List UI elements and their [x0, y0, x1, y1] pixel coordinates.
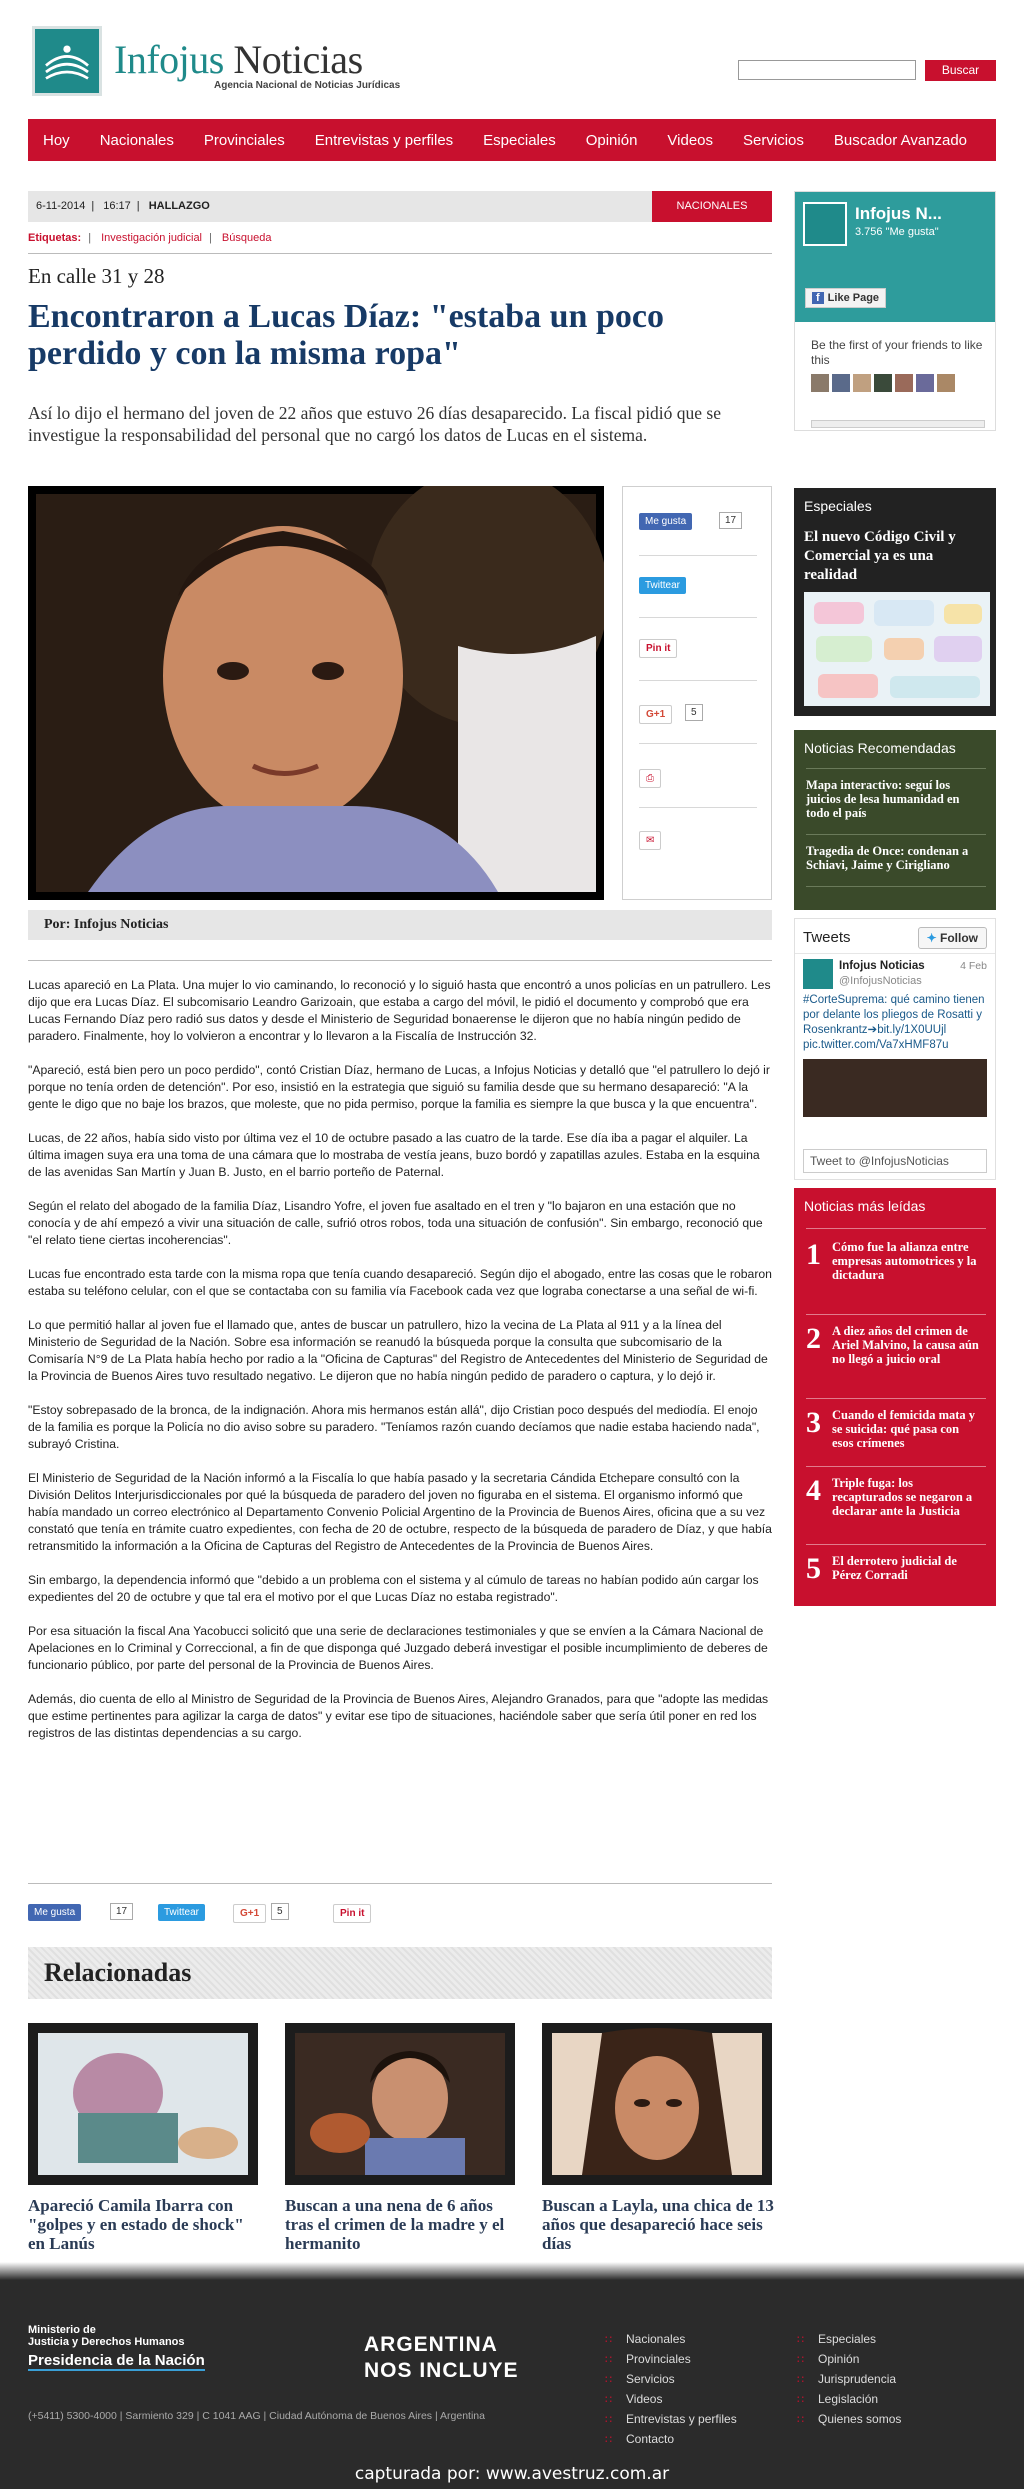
facebook-page-widget	[794, 191, 996, 431]
nav-item-buscador[interactable]: Buscador Avanzado	[833, 131, 968, 149]
fb-like-count: 17	[719, 512, 742, 529]
avatar[interactable]	[874, 374, 892, 392]
mas-leida-link[interactable]: Triple fuga: los recapturados se negaron a declarar ante la Justicia	[832, 1476, 973, 1518]
article-date: 6-11-2014	[36, 200, 86, 212]
fb-friends-avatars	[811, 374, 955, 392]
article-body	[28, 977, 774, 1759]
fb-like-page-label: Like Page	[827, 292, 880, 304]
nav-item-entrevistas[interactable]: Entrevistas y perfiles	[314, 131, 454, 149]
footer-link-label: Servicios	[626, 2372, 675, 2386]
avatar[interactable]	[811, 374, 829, 392]
recomendadas-title: Noticias Recomendadas	[804, 740, 956, 756]
follow-label: Follow	[940, 931, 978, 945]
tag-link[interactable]: Investigación judicial	[101, 232, 202, 244]
bullet-icon: ∷	[605, 2414, 612, 2426]
article-meta-bar: 6-11-2014 | 16:17 | HALLAZGO	[28, 191, 772, 222]
divider	[806, 1314, 986, 1315]
rank-number: 5	[806, 1552, 821, 1585]
book-logo-icon	[35, 29, 99, 93]
article-kicker: En calle 31 y 28	[28, 264, 165, 288]
footer-link-label: Nacionales	[626, 2332, 686, 2346]
tweet-button[interactable]: Twittear	[158, 1904, 205, 1921]
article-paragraph: Por esa situación la fiscal Ana Yacobucci solicitó que una serie de declaraciones testimoniales y que se envíen a la Cámara Nacional de Apelaciones en lo Criminal y Correccional, a fin de que disponga qué Juzgado deberá investigar el posible incumplimiento de deberes de funcionario público, por parte del personal de la Provincia de Buenos Aires.	[28, 1624, 768, 1672]
pinit-button[interactable]: Pin it	[333, 1904, 371, 1923]
divider	[795, 953, 995, 954]
bullet-icon: ∷	[605, 2394, 612, 2406]
footer-link[interactable]	[797, 2372, 896, 2386]
rank-number: 3	[806, 1406, 821, 1439]
bullet-icon: ∷	[605, 2354, 612, 2366]
recomendada-link[interactable]: Tragedia de Once: condenan a Schiavi, Jaime y Cirigliano	[806, 844, 969, 872]
tweet-handle[interactable]: @InfojusNoticias	[839, 975, 922, 987]
brand-subtitle: Agencia Nacional de Noticias Jurídicas	[214, 80, 401, 91]
footer-link[interactable]	[605, 2432, 674, 2446]
rank-number: 2	[806, 1322, 821, 1355]
avatar[interactable]	[853, 374, 871, 392]
follow-button[interactable]	[918, 927, 987, 949]
divider	[28, 1883, 772, 1884]
avatar[interactable]	[937, 374, 955, 392]
divider	[639, 680, 757, 681]
footer-link[interactable]	[797, 2352, 859, 2366]
tweet-date[interactable]: 4 Feb	[960, 960, 987, 972]
article-paragraph: "Estoy sobrepasado de la bronca, de la indignación. Ahora mis hermanos están allá", dijo Cristian poco después del mediodía. El enojo de la familia es porque la Policía no dio aviso sobre su paradero. "Teníamos razón cuando decíamos que nadie estaba haciendo nada", subrayó Cristina.	[28, 1403, 760, 1451]
avatar[interactable]	[832, 374, 850, 392]
main-nav	[28, 119, 996, 161]
fb-page-likes: 3.756 "Me gusta"	[855, 226, 939, 238]
tweet	[803, 959, 987, 1117]
tweet-text[interactable]: #CorteSuprema: qué camino tienen por delante los pliegos de Rosatti y Rosenkrantz➔bit.ly/1X0UUjl pic.twitter.com/Va7xHMF87u	[803, 994, 985, 1051]
divider	[28, 253, 772, 254]
footer-address: (+5411) 5300-4000 | Sarmiento 329 | C 1041 AAG | Ciudad Autónoma de Buenos Aires | Argentina	[28, 2410, 485, 2422]
divider	[639, 555, 757, 556]
nav-item-provinciales[interactable]: Provinciales	[203, 131, 285, 149]
gplus-button[interactable]: G+1	[639, 705, 672, 724]
tweet-image[interactable]	[803, 1059, 987, 1117]
nav-item-opinion[interactable]: Opinión	[585, 131, 638, 149]
nav-item-especiales[interactable]: Especiales	[483, 131, 556, 149]
book-logo-icon	[803, 202, 847, 246]
article-paragraph: Lucas apareció en La Plata. Una mujer lo vio caminando, lo reconoció y lo siguió hasta que encontró a unos policías en un patrullero. Les dijo que era Lucas Díaz. El subcomisario Leandro Garizoain, que estaba a cargo del móvil, le pidió el documento y comprobó que era Lucas Fernando Díaz pero radió sus datos y desde el Ministerio de Seguridad bonaerense le dijeron que no había ningún pedido de paradero. Finalmente, hoy lo volvieron a encontrar y lo llevaron a la Fiscalía de Instrucción 32.	[28, 978, 771, 1043]
article-time: 16:17	[103, 200, 131, 212]
tweet-header	[803, 959, 987, 989]
gplus-count: 5	[685, 704, 703, 721]
ministerio-logo[interactable]: Ministerio de Justicia y Derechos Humanos	[28, 2324, 185, 2348]
footer-link[interactable]	[605, 2412, 737, 2426]
article-byline: Por: Infojus Noticias	[28, 910, 772, 940]
especiales-title: Especiales	[804, 498, 872, 514]
footer-link[interactable]	[797, 2412, 901, 2426]
bullet-icon: ∷	[797, 2354, 804, 2366]
footer-link-label: Videos	[626, 2392, 663, 2406]
tweet-author[interactable]: Infojus Noticias	[839, 960, 925, 972]
brand-second: Noticias	[223, 37, 363, 82]
capture-watermark: capturada por: www.avestruz.com.ar	[354, 2464, 670, 2484]
presidencia-logo[interactable]: Presidencia de la Nación	[28, 2352, 205, 2369]
related-image[interactable]	[28, 2023, 258, 2185]
related-heading: Relacionadas	[28, 1947, 772, 1999]
footer-shade	[0, 2262, 1024, 2280]
footer-link-label: Provinciales	[626, 2352, 691, 2366]
bullet-icon: ∷	[605, 2374, 612, 2386]
footer-link-label: Especiales	[818, 2332, 877, 2346]
brand-name[interactable]	[114, 36, 363, 83]
footer-link[interactable]	[605, 2392, 662, 2406]
nav-item-videos[interactable]: Videos	[667, 131, 714, 149]
fb-like-page-button[interactable]	[805, 288, 886, 308]
section-badge[interactable]: NACIONALES	[652, 191, 772, 222]
divider	[806, 834, 986, 835]
tweet-button[interactable]: Twittear	[639, 577, 686, 594]
especiales-link[interactable]: El nuevo Código Civil y Comercial ya es una realidad	[804, 529, 956, 583]
pinit-button[interactable]: Pin it	[639, 639, 677, 658]
footer-link-label: Legislación	[818, 2392, 879, 2406]
footer-link-label: Jurisprudencia	[818, 2372, 897, 2386]
gplus-button[interactable]: G+1	[233, 1904, 266, 1923]
divider	[806, 768, 986, 769]
mas-leida-link[interactable]: El derrotero judicial de Pérez Corradi	[832, 1554, 957, 1582]
especiales-box	[794, 488, 996, 716]
footer-link-label: Entrevistas y perfiles	[626, 2412, 737, 2426]
article-paragraph: "Apareció, está bien pero un poco perdido", contó Cristian Díaz, hermano de Lucas, a Infojus Noticias y detalló que "el patrullero lo dejó ir porque no tenía orden de detención". Por eso, insistió en la estrategia que siguió su familia desde que su hermano desapareció: "A la gente le digo que no baje los brazos, que moleste, que no pida permiso, porque la familia es siempre la que busca y la que encuentra".	[28, 1063, 770, 1111]
share-column	[622, 486, 772, 900]
bullet-icon: ∷	[605, 2334, 612, 2346]
mas-leida-link[interactable]: Cómo fue la alianza entre empresas automotrices y la dictadura	[832, 1240, 977, 1282]
bottom-share-bar	[28, 1902, 772, 1928]
article-paragraph: El Ministerio de Seguridad de la Nación informó a la Fiscalía lo que había pasado y la secretaria Cándida Etchepare consultó con la División Delitos Interjurisdiccionales por qué la búsqueda de paradero del joven no figuraba en el sistema. El organismo informó que había mandado un correo electrónico al Departamento Convenio Policial Argentino de la Provincia de Buenos Aires, oficina que a su vez constató que tenía en trámite cuatro expedientes, con fecha de 20 de octubre, respecto de la búsqueda de paradero de Díaz, y que había retransmitido la información a la Oficina de Capturas del Registro de Antecedentes de la Provincia de Buenos Aires.	[28, 1471, 772, 1553]
footer-link[interactable]	[797, 2332, 876, 2346]
divider	[28, 960, 772, 961]
search-button[interactable]: Buscar	[925, 60, 996, 81]
fb-like-count: 17	[110, 1903, 133, 1920]
article-paragraph: Lucas, de 22 años, había sido visto por última vez el 10 de octubre pasado a las cuatro de la tarde. Ese día iba a pagar el alquiler. La última imagen suya era una toma de una cámara que lo mostraba de vestía jeans, buzo bordó y zapatillas azules. Estaba en la esquina de las avenidas San Martín y Juan B. Justo, en el barrio porteño de Paternal.	[28, 1131, 760, 1179]
tweets-title: Tweets	[803, 929, 851, 946]
nav-item-servicios[interactable]: Servicios	[743, 131, 804, 149]
bullet-icon: ∷	[797, 2414, 804, 2426]
twitter-bird-icon: ✦	[926, 931, 937, 945]
divider	[639, 617, 757, 618]
search-input[interactable]	[738, 60, 916, 80]
divider	[806, 886, 986, 887]
bullet-icon: ∷	[797, 2394, 804, 2406]
tweet-to-input[interactable]: Tweet to @InfojusNoticias	[803, 1149, 987, 1173]
footer	[0, 2280, 1024, 2489]
rank-number: 1	[806, 1238, 821, 1271]
article-headline: Encontraron a Lucas Díaz: "estaba un poco perdido y con la misma ropa"	[28, 298, 664, 372]
article-category: HALLAZGO	[148, 200, 210, 212]
article-paragraph: Sin embargo, la dependencia informó que "debido a un problema con el sistema y al cúmulo de tareas no habían podido aún cargar los expedientes del 20 de octubre y que tal era el motivo por el que Lucas Díaz no estaba registrado".	[28, 1573, 759, 1604]
article-lead: Así lo dijo el hermano del joven de 22 años que estuvo 26 días desaparecido. La fiscal pidió que se investigue la responsabilidad del personal que no cargó los datos de Lucas en el sistema.	[28, 403, 722, 445]
nav-item-nacionales[interactable]: Nacionales	[99, 131, 174, 149]
print-icon[interactable]: ⎙	[639, 769, 661, 788]
footer-link-label: Quienes somos	[818, 2412, 902, 2426]
tags-label: Etiquetas:	[28, 232, 82, 244]
fb-friends-text: Be the first of your friends to like this	[811, 338, 983, 367]
related-title[interactable]: Buscan a Layla, una chica de 13 años que desapareció hace seis días	[542, 2196, 774, 2253]
gplus-count: 5	[271, 1903, 289, 1920]
divider	[806, 1466, 986, 1467]
fb-scrollbar[interactable]	[811, 420, 985, 428]
nav-item-hoy[interactable]: Hoy	[43, 131, 70, 149]
rank-number: 4	[806, 1474, 821, 1507]
footer-link-label: Opinión	[818, 2352, 860, 2366]
bullet-icon: ∷	[605, 2434, 612, 2446]
recomendadas-box	[794, 730, 996, 910]
especiales-image[interactable]	[804, 592, 990, 706]
mas-leidas-box	[794, 1188, 996, 1606]
infojus-logo[interactable]	[32, 26, 102, 96]
related-image[interactable]	[285, 2023, 515, 2185]
fb-like-button[interactable]: Me gusta	[639, 513, 692, 530]
mas-leida-link[interactable]: A diez años del crimen de Ariel Malvino, la causa aún no llegó a juicio oral	[832, 1324, 979, 1366]
mas-leida-link[interactable]: Cuando el femicida mata y se suicida: qué pasa con esos crímenes	[832, 1408, 976, 1450]
fb-page-name[interactable]: Infojus N...	[855, 204, 942, 223]
avatar[interactable]	[916, 374, 934, 392]
fb-f-icon: f	[812, 292, 824, 304]
email-icon[interactable]: ✉	[639, 831, 661, 850]
related-title[interactable]: Buscan a una nena de 6 años tras el crimen de la madre y el hermanito	[285, 2196, 505, 2253]
bullet-icon: ∷	[797, 2374, 804, 2386]
fb-like-button[interactable]: Me gusta	[28, 1904, 81, 1921]
tags-row: Etiquetas: | Investigación judicial | Búsqueda	[28, 232, 272, 244]
related-image[interactable]	[542, 2023, 772, 2185]
footer-link[interactable]	[797, 2392, 878, 2406]
footer-link-label: Contacto	[626, 2432, 675, 2446]
footer-link[interactable]	[605, 2332, 685, 2346]
twitter-widget	[794, 918, 996, 1180]
avatar[interactable]	[803, 959, 833, 989]
tag-link[interactable]: Búsqueda	[221, 232, 272, 244]
recomendada-link[interactable]: Mapa interactivo: seguí los juicios de lesa humanidad en todo el país	[806, 778, 960, 820]
article-paragraph: Lucas fue encontrado esta tarde con la misma ropa que tenía cuando desapareció. Según dijo el abogado, entre las cosas que le robaron estaba su teléfono celular, con el que se contactaba con su familia vía Facebook cada vez que lograba conectarse a una señal de wi-fi.	[28, 1267, 772, 1298]
related-title[interactable]: Apareció Camila Ibarra con "golpes y en estado de shock" en Lanús	[28, 2196, 244, 2253]
bullet-icon: ∷	[797, 2334, 804, 2346]
footer-link[interactable]	[605, 2352, 691, 2366]
article-paragraph: Además, dio cuenta de ello al Ministro de Seguridad de la Provincia de Buenos Aires, Alejandro Granados, para que "adopte las medidas que estime pertinentes para agilizar la carga de datos" y evitar ese tipo de situaciones, haciéndole saber que sería útil poner en red los registros de las distintas dependencias a su cargo.	[28, 1692, 769, 1740]
divider	[806, 1228, 986, 1229]
article-photo	[28, 486, 604, 900]
argentina-nos-incluye-logo: ARGENTINA NOS INCLUYE	[364, 2333, 519, 2382]
divider	[806, 1544, 986, 1545]
brand-main: Infojus	[114, 37, 224, 82]
divider	[639, 743, 757, 744]
mas-leidas-title: Noticias más leídas	[804, 1198, 926, 1214]
article-paragraph: Según el relato del abogado de la familia Díaz, Lisandro Yofre, el joven fue asaltado en el tren y "lo bajaron en una estación que no conocía y de ahí empezó a vivir una situación de calle, sufrió otros robos, toda una situación de confusión". Sin embargo, reconoció que "el relato tiene ciertas incoherencias".	[28, 1199, 763, 1247]
footer-link[interactable]	[605, 2372, 675, 2386]
avatar[interactable]	[895, 374, 913, 392]
article-paragraph: Lo que permitió hallar al joven fue el llamado que, antes de buscar un patrullero, hizo la vecina de La Plata al 911 y a la línea del Ministerio de Seguridad de la Nación. Sobre esa información se reanudó la búsqueda porque la consulta que subcomisario de la Comisaría N°9 de La Plata había hecho por radio a la "Oficina de Capturas" del Registro de Antecedentes del Ministerio de Seguridad de la Provincia de Buenos Aires tuvo resultado negativo. Le dijeron que no había ningún pedido de paradero o captura, y lo dejó ir.	[28, 1318, 768, 1383]
divider	[806, 1398, 986, 1399]
divider	[639, 807, 757, 808]
